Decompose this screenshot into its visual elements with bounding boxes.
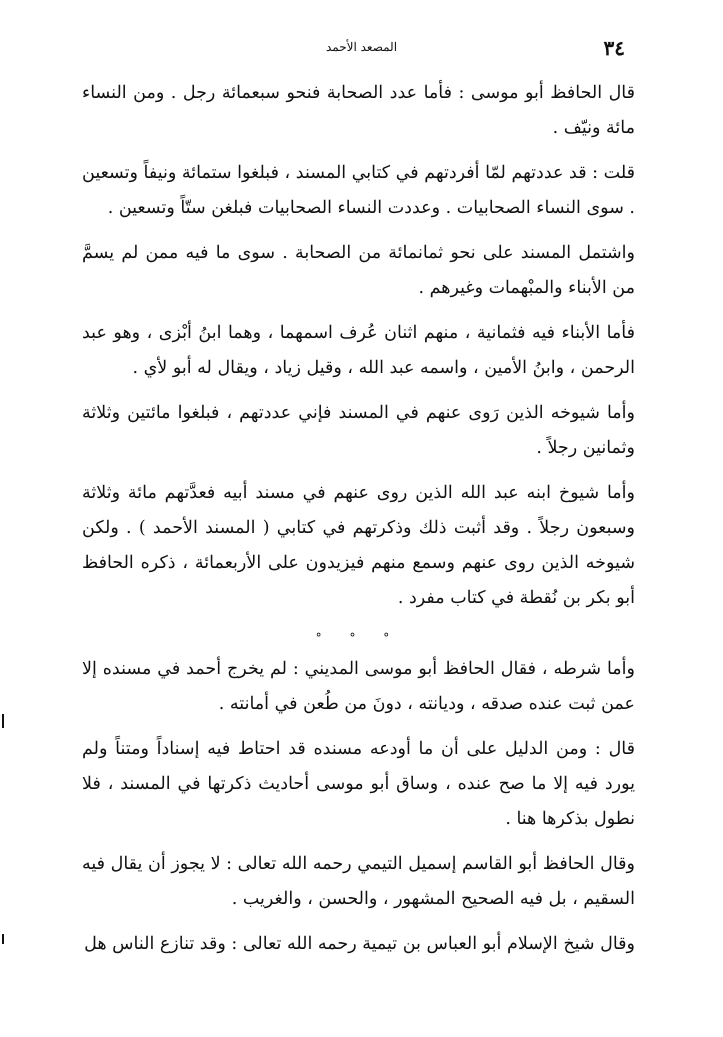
paragraph: قال : ومن الدليل على أن ما أودعه مسنده قد احتاط فيه إسناداً ومتناً ولم يورد فيه إلا ما صح عنده ، وساق أبو موسى أحاديث ذكرتها في المسند ، فلا نطول بذكرها هنا . — [82, 739, 635, 829]
scan-edge-mark — [2, 714, 4, 728]
page-number: ٣٤ — [603, 36, 625, 60]
paragraph: قال الحافظ أبو موسى : فأما عدد الصحابة فنحو سبعمائة رجل . ومن النساء مائة ونيّف . — [82, 83, 635, 138]
paragraph: وأما شيوخ ابنه عبد الله الذين روى عنهم في مسند أبيه فعدَّتهم مائة وثلاثة وسبعون رجلاً . وقد أثبت ذلك وذكرتهم في كتابي ( المسند الأحمد ) . ولكن شيوخه الذين روى عنهم وسمع منهم فيزيدون على الأربعمائة ، ذكره الحافظ أبو بكر بن نُقطة في كتاب مفرد . — [82, 483, 635, 608]
paragraph: وقال شيخ الإسلام أبو العباس بن تيمية رحمه الله تعالى : وقد تنازع الناس هل — [84, 934, 635, 954]
body-text — [82, 76, 635, 972]
section-separator: ° ° ° — [315, 631, 402, 645]
paragraph: قلت : قد عددتهم لمّا أفردتهم في كتابي المسند ، فبلغوا ستمائة ونيفاً وتسعين . سوى النساء الصحابيات . وعددت النساء الصحابيات فبلغن ستّاً وتسعين . — [82, 163, 635, 218]
paragraph: وأما شيوخه الذين رَوى عنهم في المسند فإني عددتهم ، فبلغوا مائتين وثلاثة وثمانين رجلاً . — [82, 403, 635, 458]
scan-edge-mark — [2, 934, 4, 944]
page-header — [40, 36, 683, 62]
paragraph: وقال الحافظ أبو القاسم إسميل التيمي رحمه الله تعالى : لا يجوز أن يقال فيه السقيم ، بل فيه الصحيح المشهور ، والحسن ، والغريب . — [82, 854, 635, 909]
paragraph: واشتمل المسند على نحو ثمانمائة من الصحابة . سوى ما فيه ممن لم يسمَّ من الأبناء والمبْهمات وغيرهم . — [82, 243, 635, 298]
paragraph: وأما شرطه ، فقال الحافظ أبو موسى المديني : لم يخرج أحمد في مسنده إلا عمن ثبت عنده صدقه ، وديانته ، دونَ من طُعن في أمانته . — [82, 659, 635, 714]
running-title: المصعد الأحمد — [325, 40, 398, 54]
paragraph: فأما الأبناء فيه فثمانية ، منهم اثنان عُرف اسمهما ، وهما ابنُ أبْزى ، وهو عبد الرحمن ، وابنُ الأمين ، واسمه عبد الله ، وقيل زياد ، ويقال له أبو لأي . — [82, 323, 635, 378]
